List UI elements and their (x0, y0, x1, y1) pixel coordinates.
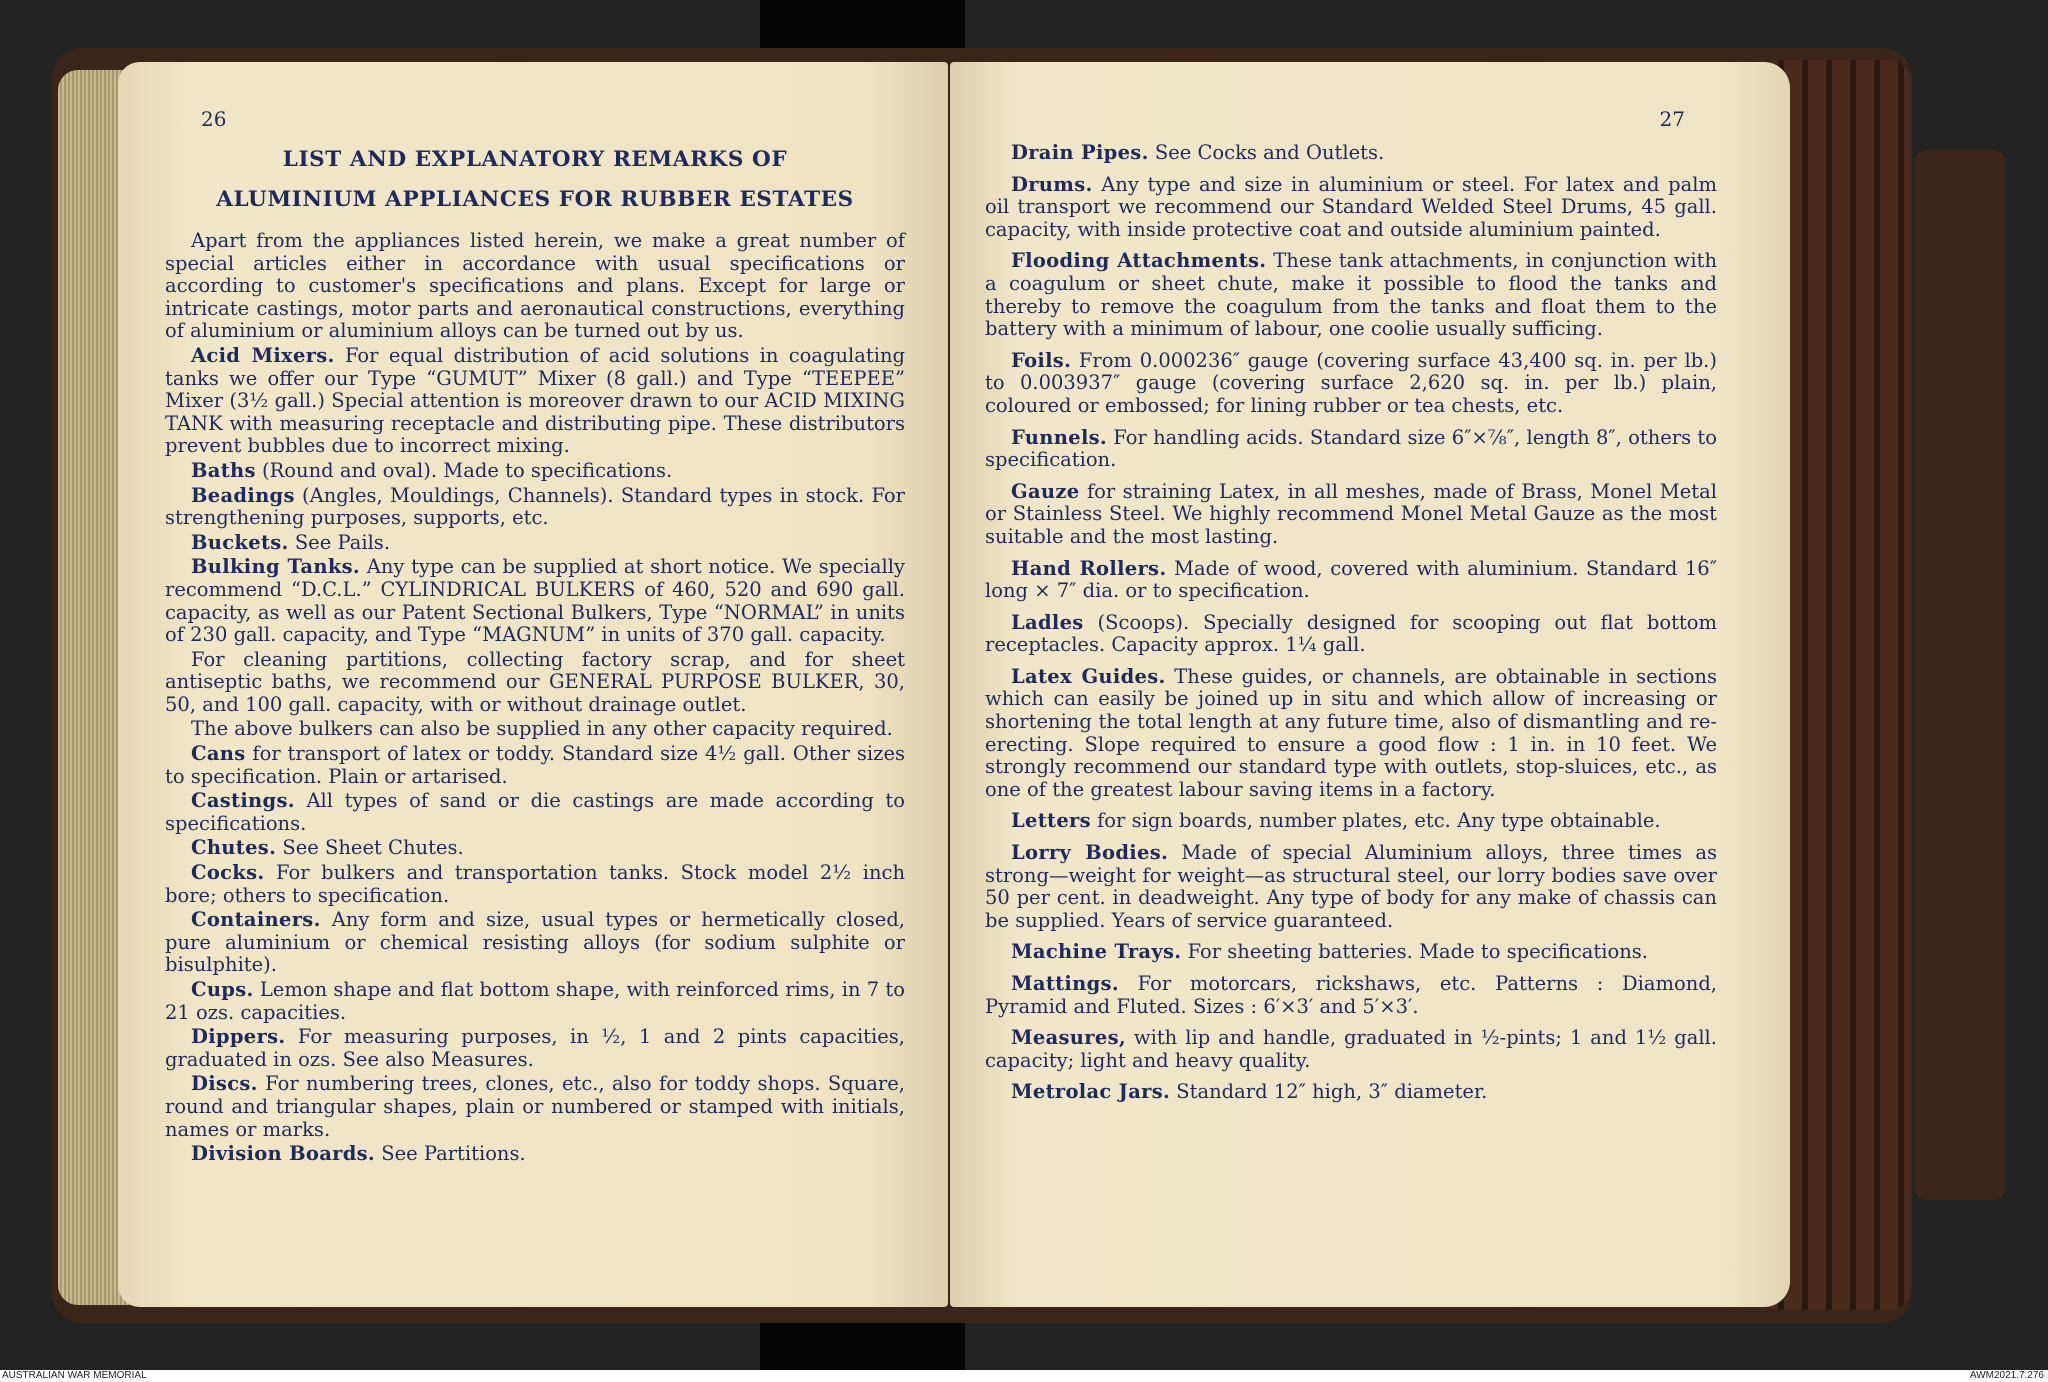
entry-heading: Dippers. (191, 1025, 286, 1049)
title-line: ALUMINIUM APPLIANCES FOR RUBBER ESTATES (216, 187, 854, 212)
entry-heading: Chutes. (191, 836, 277, 860)
entry-body: Made of wood, covered with aluminium. Standard 16″ long × 7″ dia. or to specification. (985, 556, 1717, 603)
entry-body: These guides, or channels, are obtainable in sections which can easily be joined up in situ and which allow of increasing or shortening the total length at any future time, also of dismantling and re-erecting. Slope required to ensure a good flow : 1 in. in 10 feet. We strongly recommend our standard type with outlets, stop-sluices, etc., as one of the greatest labour saving items in a factory. (985, 664, 1717, 801)
right-page (950, 62, 1790, 1307)
entry-body: For numbering trees, clones, etc., also for toddy shops. Square, round and triangular shapes, plain or numbered or stamped with initials, names or marks. (165, 1072, 905, 1141)
entry-body: Standard 12″ high, 3″ diameter. (1176, 1080, 1488, 1104)
entry-heading: Mattings. (1011, 972, 1119, 995)
catalogue-entry (985, 350, 1717, 418)
entry-heading: Funnels. (1011, 425, 1108, 449)
entry-heading: Cocks. (191, 861, 265, 885)
entry-heading: Baths (191, 458, 256, 482)
entry-heading: Letters (1011, 809, 1091, 833)
entry-body: (Round and oval). Made to specifications. (261, 458, 673, 482)
entry-body: For motorcars, rickshaws, etc. Patterns : Diamond, Pyramid and Fluted. Sizes : 6′×3′ and 5′×3′. (985, 972, 1717, 1018)
entry-body: for straining Latex, in all meshes, made of Brass, Monel Metal or Stainless Steel. We highly recommend Monel Metal Gauze as the most suitable and the most lasting. (985, 479, 1717, 548)
catalogue-entry (985, 142, 1717, 165)
catalogue-entry (165, 460, 905, 483)
left-page (118, 62, 948, 1307)
left-page-text (165, 140, 905, 1168)
entry-heading: Lorry Bodies. (1011, 841, 1169, 865)
entry-heading: Bulking Tanks. (191, 555, 361, 579)
catalogue-entry (165, 837, 905, 860)
entry-body: (Scoops). Specially designed for scooping out flat bottom receptacles. Capacity approx. 1¼ gall. (985, 610, 1717, 657)
entry-body: for sign boards, number plates, etc. Any type obtainable. (1097, 809, 1661, 833)
entry-heading: Measures, (1011, 1026, 1126, 1050)
catalogue-entry (165, 909, 905, 977)
background-strip (760, 1320, 965, 1370)
catalogue-entry (985, 941, 1717, 964)
right-page-text (985, 142, 1717, 1113)
entry-heading: Metrolac Jars. (1011, 1080, 1171, 1104)
entry-heading: Foils. (1011, 348, 1072, 372)
catalogue-entry (985, 558, 1717, 603)
entry-heading: Buckets. (191, 530, 289, 554)
entry-body: These tank attachments, in conjunction with a coagulum or sheet chute, make it possible to flood the tanks and thereby to remove the coagulum from the tanks and float them to the battery with a minimum of labour, one coolie usually sufficing. (985, 249, 1718, 341)
catalogue-entry (165, 718, 905, 741)
entry-heading: Discs. (191, 1072, 258, 1096)
entry-heading: Containers. (191, 908, 321, 932)
entry-body: Made of special Aluminium alloys, three times as strong—weight for weight—as structural steel, our lorry bodies save over 50 per cent. in deadweight. Any type of body for any make of chassis can be supplied. Years of service guaranteed. (985, 841, 1717, 932)
entry-heading: Ladles (1011, 610, 1084, 634)
footer-credit: AUSTRALIAN WAR MEMORIAL (2, 1370, 147, 1381)
book-clasp (1915, 150, 2005, 1200)
catalogue-entry (165, 345, 905, 458)
catalogue-entry (165, 862, 905, 907)
catalogue-entry (985, 973, 1717, 1018)
catalogue-entry (985, 481, 1717, 549)
page-number: 27 (1659, 107, 1685, 131)
entry-heading: Cups. (191, 978, 254, 1001)
entry-body: For measuring purposes, in ½, 1 and 2 pints capacities, graduated in ozs. See also Measures. (165, 1025, 905, 1071)
entry-body: Any type can be supplied at short notice. We specially recommend “D.C.L.” CYLINDRICAL BULKERS of 460, 520 and 690 gall. capacity, as well as our Patent Sectional Bulkers, Type “NORMAL” in units of 230 gall. capacity, and Type “MAGNUM” in units of 370 gall. capacity. (165, 555, 905, 647)
entry-body: See Partitions. (381, 1142, 526, 1166)
entry-body: For handling acids. Standard size 6″×⅞″, length 8″, others to specification. (985, 425, 1717, 472)
entry-body: See Pails. (294, 530, 391, 554)
entry-body: For sheeting batteries. Made to specifications. (1187, 940, 1648, 964)
entry-heading: Division Boards. (191, 1142, 376, 1166)
entry-body: For cleaning partitions, collecting factory scrap, and for sheet antiseptic baths, we recommend our GENERAL PURPOSE BULKER, 30, 50, and 100 gall. capacity, with or without drainage outlet. (165, 647, 905, 716)
entry-body: See Sheet Chutes. (282, 836, 464, 860)
footer (0, 1370, 2048, 1382)
entry-body: Any form and size, usual types or hermetically closed, pure aluminium or chemical resisting alloys (for sodium sulphite or bisulphite). (165, 908, 905, 977)
entry-body: The above bulkers can also be supplied in any other capacity required. (191, 717, 893, 741)
catalogue-entry (985, 1027, 1717, 1072)
entry-heading: Acid Mixers. (191, 343, 335, 367)
entry-body: Apart from the appliances listed herein, we make a great number of special articles either in accordance with usual specifications or according to customer's specifications and plans. Except for large or intricate castings, motor parts and aeronautical constructions, everything of aluminium or aluminium alloys can be turned out by us. (165, 229, 905, 343)
page-title (165, 140, 905, 220)
catalogue-entry (985, 1081, 1717, 1104)
entry-body: Any type and size in aluminium or steel. For latex and palm oil transport we recommend our Standard Welded Steel Drums, 45 gall. capacity, with inside protective coat and outside aluminium painted. (985, 172, 1718, 241)
catalogue-entry (165, 649, 905, 717)
entry-heading: Hand Rollers. (1011, 556, 1167, 580)
entry-body: (Angles, Mouldings, Channels). Standard types in stock. For strengthening purposes, supports, etc. (165, 483, 905, 530)
page-number: 26 (201, 107, 227, 131)
entry-heading: Castings. (191, 789, 295, 813)
entry-body: From 0.000236″ gauge (covering surface 43,400 sq. in. per lb.) to 0.003937″ gauge (covering surface 2,620 sq. in. per lb.) plain, coloured or embossed; for lining rubber or tea chests, etc. (985, 348, 1717, 417)
entry-heading: Beadings (191, 483, 295, 507)
catalogue-entry (165, 790, 905, 835)
entry-body: For equal distribution of acid solutions in coagulating tanks we offer our Type “GUMUT” Mixer (8 gall.) and Type “TEEPEE” Mixer (3½ gall.) Special attention is moreover drawn to our ACID MIXING TANK with measuring receptacle and distributing pipe. These distributors prevent bubbles due to incorrect mixing. (165, 343, 906, 458)
footer-id: AWM2021.7.276 (1969, 1370, 2044, 1381)
catalogue-entry (985, 842, 1717, 932)
catalogue-entry (985, 612, 1717, 657)
catalogue-entry (985, 427, 1717, 472)
catalogue-entry (165, 979, 905, 1024)
catalogue-entry (165, 532, 905, 555)
entry-body: for transport of latex or toddy. Standard size 4½ gall. Other sizes to specification. Plain or artarised. (165, 742, 905, 788)
entry-heading: Drain Pipes. (1011, 141, 1149, 164)
catalogue-entry (165, 743, 905, 788)
entry-body: See Cocks and Outlets. (1154, 141, 1385, 164)
catalogue-entry (165, 1026, 905, 1071)
entry-heading: Cans (191, 742, 246, 766)
entry-heading: Latex Guides. (1011, 664, 1166, 688)
catalogue-entry (985, 810, 1717, 833)
entry-heading: Drums. (1011, 172, 1093, 196)
entry-heading: Gauze (1011, 479, 1080, 503)
title-line: LIST AND EXPLANATORY REMARKS OF (282, 147, 788, 172)
catalogue-entry (165, 230, 905, 343)
catalogue-entry (165, 485, 905, 530)
entry-heading: Machine Trays. (1011, 940, 1182, 964)
entry-body: All types of sand or die castings are made according to specifications. (165, 789, 906, 835)
entry-body: Lemon shape and flat bottom shape, with reinforced rims, in 7 to 21 ozs. capacities. (165, 978, 905, 1024)
entry-heading: Flooding Attachments. (1011, 249, 1267, 273)
catalogue-entry (985, 666, 1717, 802)
catalogue-entry (165, 1073, 905, 1141)
catalogue-entry (165, 1143, 905, 1166)
entry-body: For bulkers and transportation tanks. Stock model 2½ inch bore; others to specification. (165, 861, 905, 907)
catalogue-entry (985, 250, 1717, 340)
catalogue-entry (985, 174, 1717, 242)
entry-body: with lip and handle, graduated in ½-pints; 1 and 1½ gall. capacity; light and heavy quality. (985, 1026, 1717, 1072)
catalogue-entry (165, 556, 905, 646)
